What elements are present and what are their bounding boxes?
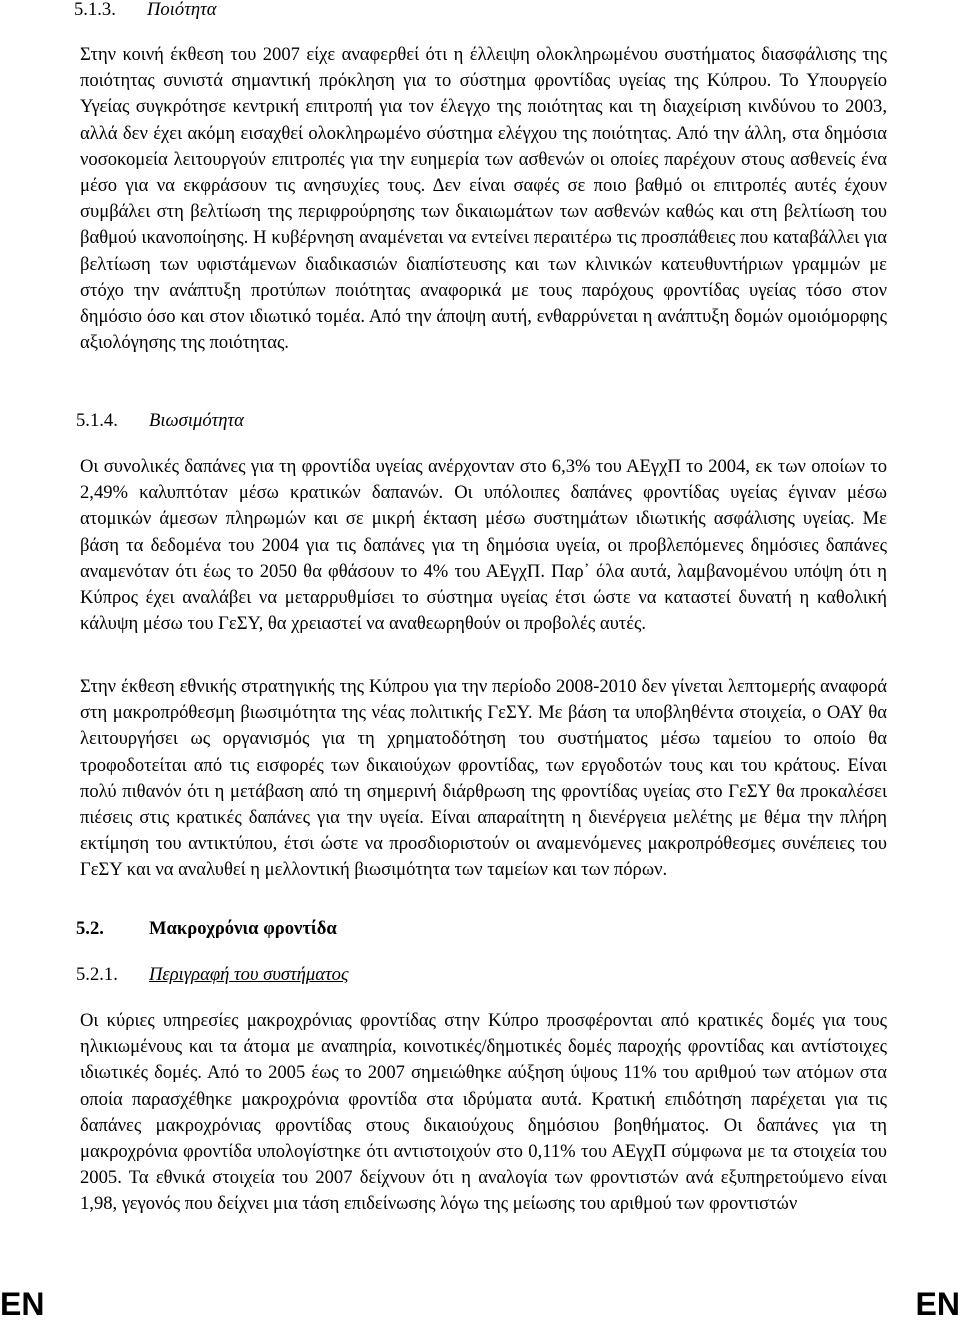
section-title: Περιγραφή του συστήματος [149,964,349,985]
paragraph-sustainability-2: Στην έκθεση εθνικής στρατηγικής της Κύπρου για την περίοδο 2008-2010 δεν γίνεται λεπτομερής αναφορά στη μακροπρόθεσμη βιωσιμότητα της νέας πολιτικής ΓεΣΥ. Με βάση τα υποβληθέντα στοιχεία, ο ΟΑΥ θα λειτουργήσει ως οργανισμός για τη χρηματοδότηση του συστήματος μέσω ταμείου το οποίο θα τροφοδοτείται από τις εισφορές των δικαιούχων φροντίδας, των εργοδοτών τους και του κράτους. Είναι πολύ πιθανόν ότι η μετάβαση από τη σημερινή διάρθρωση της φροντίδας υγείας στο ΓεΣΥ θα προκαλέσει πιέσεις στις κρατικές δαπάνες για την υγεία. Είναι απαραίτητη η διενέργεια μελέτης με θέμα την πλήρη εκτίμηση του αντικτύπου, έτσι ώστε να προσδιοριστούν οι αναμενόμενες μακροπρόθεσμες συνέπειες του ΓεΣΥ και να αναλυθεί η μελλοντική βιωσιμότητα των ταμείων και των πόρων. [80,676,887,881]
section-title: Ποιότητα [147,0,217,20]
footer-language-right: EN [915,1286,960,1322]
footer-language-left: EN [0,1286,45,1322]
section-heading-5-1-4 [76,408,896,434]
section-number: 5.1.4. [76,410,118,431]
section-heading-5-2 [76,916,896,942]
paragraph-quality: Στην κοινή έκθεση του 2007 είχε αναφερθεί ότι η έλλειψη ολοκληρωμένου συστήματος διασφάλισης της ποιότητας συνιστά σημαντική πρόκληση για το σύστημα φροντίδας υγείας της Κύπρου. Το Υπουργείο Υγείας συγκρότησε κεντρική επιτροπή για τον έλεγχο της ποιότητας και τη διαχείριση κινδύνου το 2003, αλλά δεν έχει ακόμη εισαχθεί ολοκληρωμένο σύστημα ελέγχου της ποιότητας. Από την άλλη, στα δημόσια νοσοκομεία λειτουργούν επιτροπές για την ευημερία των ασθενών οι οποίες παρέχουν στους ασθενείς ένα μέσο για να εκφράσουν τις ανησυχίες τους. Δεν είναι σαφές σε ποιο βαθμό οι επιτροπές αυτές έχουν συμβάλει στη βελτίωση της περιφρούρησης των δικαιωμάτων των ασθενών καθώς και στη βελτίωση του βαθμού ικανοποίησης. Η κυβέρνηση αναμένεται να εντείνει περαιτέρω τις προσπάθειες που καταβάλλει για βελτίωση των υφιστάμενων διαδικασιών διαπίστευσης και των κλινικών κατευθυντήριων γραμμών με στόχο την ανάπτυξη προτύπων ποιότητας αναφορικά με τους παρόχους φροντίδας υγείας τόσο στον δημόσιο όσο και στον ιδιωτικό τομέα. Από την άποψη αυτή, ενθαρρύνεται η ανάπτυξη δομών ομοιόμορφης αξιολόγησης της ποιότητας. [80,44,887,354]
paragraph-system-description: Οι κύριες υπηρεσίες μακροχρόνιας φροντίδας στην Κύπρο προσφέρονται από κρατικές δομές για τους ηλικιωμένους και τα άτομα με αναπηρία, κοινοτικές/δημοτικές δομές παροχής φροντίδας και αντίστοιχες ιδιωτικές δομές. Από το 2005 έως το 2007 σημειώθηκε αύξηση ύψους 11% του αριθμού των ατόμων στα οποία παρασχέθηκε μακροχρόνια φροντίδα στα ιδρύματα αυτά. Κρατική επιδότηση παρέχεται για τις δαπάνες μακροχρόνιας φροντίδας στους δικαιούχους δημόσιου βοηθήματος. Οι δαπάνες για τη μακροχρόνια φροντίδα υπολογίστηκε ότι αντιστοιχούν στο 0,11% του ΑΕγχΠ σύμφωνα με τα στοιχεία του 2005. Τα εθνικά στοιχεία του 2007 δείχνουν ότι η αναλογία των φροντιστών ανά εξυπηρετούμενο είναι 1,98, γεγονός που δείχνει μια τάση επιδείνωσης λόγω της μείωσης του αριθμού των φροντιστών [80,1010,887,1215]
section-heading-5-2-1 [76,962,896,988]
paragraph-sustainability-1: Οι συνολικές δαπάνες για τη φροντίδα υγείας ανέρχονταν στο 6,3% του ΑΕγχΠ το 2004, εκ των οποίων το 2,49% καλυπτόταν μέσω κρατικών δαπανών. Οι υπόλοιπες δαπάνες φροντίδας υγείας έγιναν μέσω ατομικών άμεσων πληρωμών και σε μικρή έκταση μέσω συστημάτων ιδιωτικής ασφάλισης υγείας. Με βάση τα δεδομένα του 2004 για τις δαπάνες για τη δημόσια υγεία, οι προβλεπόμενες δημόσιες δαπάνες αναμενόταν ότι έως το 2050 θα φθάσουν το 4% του ΑΕγχΠ. Παρ᾽ όλα αυτά, λαμβανομένου υπόψη ότι η Κύπρος έχει αναλάβει να μεταρρυθμίσει το σύστημα υγείας έτσι ώστε να καταστεί δυνατή η καθολική κάλυψη μέσω του ΓεΣΥ, θα χρειαστεί να αναθεωρηθούν οι προβολές αυτές. [80,456,887,635]
section-title: Μακροχρόνια φροντίδα [149,918,337,939]
section-number: 5.2.1. [76,964,118,985]
section-title: Βιωσιμότητα [149,410,244,431]
section-number: 5.1.3. [74,0,116,20]
section-number: 5.2. [76,918,104,939]
section-heading-5-1-3 [74,0,894,23]
